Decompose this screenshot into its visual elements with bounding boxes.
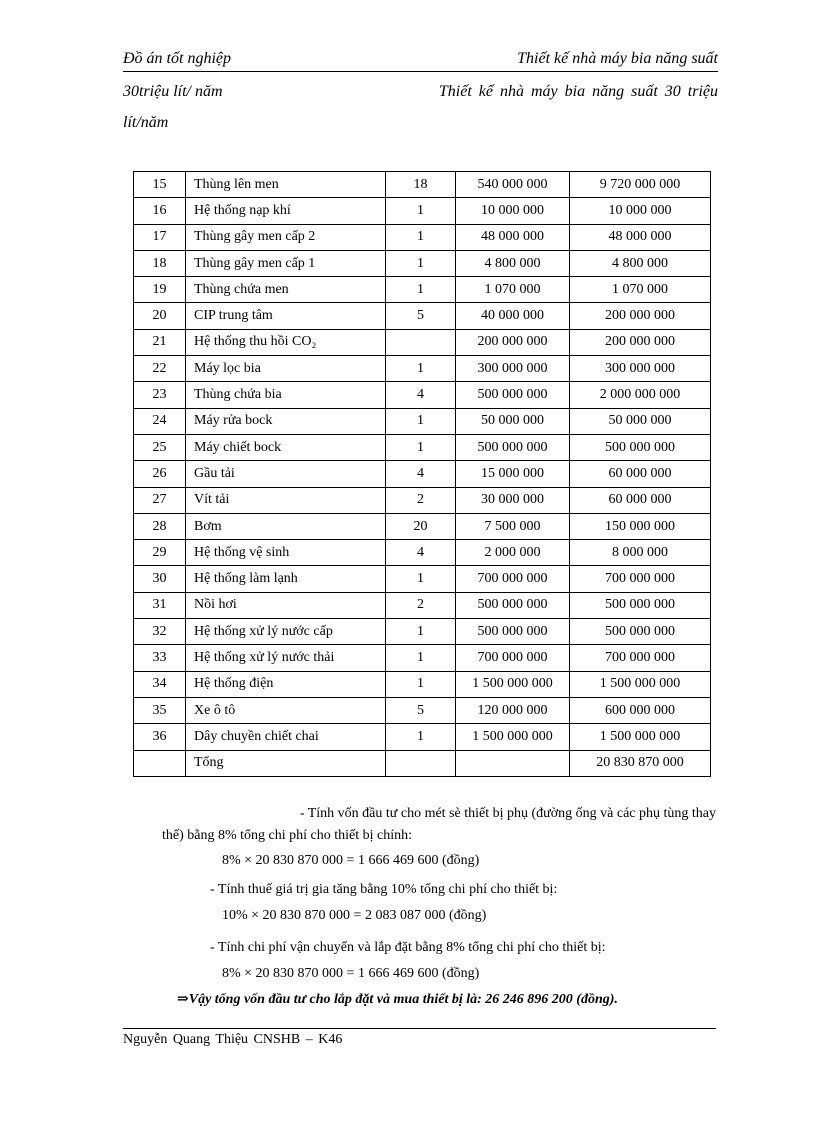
unit-price: 500 000 000 (456, 434, 570, 460)
paragraph-vat: - Tính thuế giá trị gia tăng bằng 10% tổng chi phí cho thiết bị: (210, 882, 558, 897)
row-number: 27 (134, 487, 186, 513)
unit-price: 500 000 000 (456, 619, 570, 645)
quantity: 1 (386, 724, 456, 750)
quantity (386, 329, 456, 355)
table-row (134, 434, 711, 460)
table-total-row (134, 750, 711, 776)
paragraph-accessory-cost-cont: thế) bằng 8% tổng chi phí cho thiết bị chính: (162, 828, 413, 843)
row-number: 21 (134, 329, 186, 355)
total-cost: 700 000 000 (570, 645, 711, 671)
equipment-name: Máy lọc bia (186, 356, 386, 382)
total-value: 20 830 870 000 (570, 750, 711, 776)
total-cost: 300 000 000 (570, 356, 711, 382)
row-number: 35 (134, 697, 186, 723)
unit-price: 7 500 000 (456, 513, 570, 539)
conclusion-text: Vậy tổng vốn đầu tư cho lắp đặt và mua thiết bị là: 26 246 896 200 (đồng). (188, 992, 618, 1007)
unit-price: 10 000 000 (456, 198, 570, 224)
table-row (134, 198, 711, 224)
unit-price: 4 800 000 (456, 250, 570, 276)
row-number: 28 (134, 513, 186, 539)
footer-author: Nguyễn Quang Thiệu CNSHB – K46 (123, 1032, 343, 1047)
table-row (134, 408, 711, 434)
row-number: 29 (134, 540, 186, 566)
quantity: 1 (386, 224, 456, 250)
unit-price: 700 000 000 (456, 645, 570, 671)
row-number: 34 (134, 671, 186, 697)
unit-price: 30 000 000 (456, 487, 570, 513)
unit-price: 300 000 000 (456, 356, 570, 382)
quantity: 2 (386, 592, 456, 618)
row-number: 32 (134, 619, 186, 645)
quantity: 2 (386, 487, 456, 513)
header-right: Thiết kế nhà máy bia năng suất (517, 50, 718, 67)
total-cost: 9 720 000 000 (570, 172, 711, 198)
quantity: 1 (386, 671, 456, 697)
unit-price: 500 000 000 (456, 382, 570, 408)
unit-price: 200 000 000 (456, 329, 570, 355)
equipment-name: Thùng gây men cấp 1 (186, 250, 386, 276)
total-label: Tổng (186, 750, 386, 776)
quantity (386, 750, 456, 776)
footer-divider (123, 1028, 716, 1029)
total-cost: 200 000 000 (570, 303, 711, 329)
row-number: 24 (134, 408, 186, 434)
table-row (134, 487, 711, 513)
table-row (134, 356, 711, 382)
row-number: 33 (134, 645, 186, 671)
total-cost: 60 000 000 (570, 487, 711, 513)
total-cost: 200 000 000 (570, 329, 711, 355)
quantity: 4 (386, 461, 456, 487)
unit-price: 15 000 000 (456, 461, 570, 487)
quantity: 1 (386, 566, 456, 592)
total-cost: 1 500 000 000 (570, 724, 711, 750)
paragraph-accessory-cost: - Tính vốn đầu tư cho mét sè thiết bị phụ (đường ống và các phụ tùng thay (299, 806, 716, 821)
table-row (134, 724, 711, 750)
formula-transport: 8% × 20 830 870 000 = 1 666 469 600 (đồng) (222, 966, 480, 981)
total-cost: 48 000 000 (570, 224, 711, 250)
unit-price: 1 500 000 000 (456, 671, 570, 697)
table-row (134, 619, 711, 645)
total-cost: 1 070 000 (570, 277, 711, 303)
equipment-name: Máy rửa bock (186, 408, 386, 434)
equipment-name: Hệ thống xử lý nước cấp (186, 619, 386, 645)
row-number: 16 (134, 198, 186, 224)
unit-price: 48 000 000 (456, 224, 570, 250)
quantity: 4 (386, 382, 456, 408)
equipment-name: Gầu tải (186, 461, 386, 487)
table-row (134, 329, 711, 355)
table-row (134, 671, 711, 697)
total-cost: 1 500 000 000 (570, 671, 711, 697)
equipment-name: CIP trung tâm (186, 303, 386, 329)
total-cost: 2 000 000 000 (570, 382, 711, 408)
quantity: 1 (386, 645, 456, 671)
row-number: 19 (134, 277, 186, 303)
total-cost: 8 000 000 (570, 540, 711, 566)
row-number: 23 (134, 382, 186, 408)
row-number: 31 (134, 592, 186, 618)
table-row (134, 645, 711, 671)
table-row (134, 303, 711, 329)
header-left: Đồ án tốt nghiệp (123, 50, 231, 67)
table-row (134, 250, 711, 276)
quantity: 1 (386, 198, 456, 224)
total-cost: 500 000 000 (570, 592, 711, 618)
table-row (134, 224, 711, 250)
formula-accessory: 8% × 20 830 870 000 = 1 666 469 600 (đồng) (222, 853, 480, 868)
equipment-table (133, 171, 711, 777)
total-cost: 60 000 000 (570, 461, 711, 487)
equipment-name: Hệ thống làm lạnh (186, 566, 386, 592)
equipment-name: Thùng chứa men (186, 277, 386, 303)
equipment-name: Hệ thống nạp khí (186, 198, 386, 224)
equipment-name: Hệ thống vệ sinh (186, 540, 386, 566)
total-cost: 10 000 000 (570, 198, 711, 224)
equipment-name: Thùng chứa bia (186, 382, 386, 408)
quantity: 5 (386, 697, 456, 723)
row-number: 22 (134, 356, 186, 382)
equipment-name: Máy chiết bock (186, 434, 386, 460)
table-row (134, 697, 711, 723)
equipment-name: Thùng gây men cấp 2 (186, 224, 386, 250)
total-cost: 500 000 000 (570, 434, 711, 460)
table-row (134, 540, 711, 566)
quantity: 18 (386, 172, 456, 198)
equipment-name: Nồi hơi (186, 592, 386, 618)
equipment-name: Hệ thống điện (186, 671, 386, 697)
equipment-name: Xe ô tô (186, 697, 386, 723)
quantity: 4 (386, 540, 456, 566)
paragraph-transport: - Tính chi phí vận chuyển và lắp đặt bằng 8% tổng chi phí cho thiết bị: (210, 940, 606, 955)
header-sub-left: 30triệu lít/ năm (123, 83, 223, 100)
equipment-name: Hệ thống xử lý nước thải (186, 645, 386, 671)
header-sub-right: Thiết kế nhà máy bia năng suất 30 triệu (438, 83, 718, 100)
unit-price: 1 500 000 000 (456, 724, 570, 750)
row-number: 20 (134, 303, 186, 329)
header-sub-wrap: lít/năm (123, 114, 169, 131)
equipment-name: Vít tải (186, 487, 386, 513)
table-row (134, 592, 711, 618)
conclusion (177, 991, 618, 1008)
table-row (134, 461, 711, 487)
row-number: 17 (134, 224, 186, 250)
total-cost: 50 000 000 (570, 408, 711, 434)
quantity: 5 (386, 303, 456, 329)
quantity: 1 (386, 619, 456, 645)
implies-arrow-icon: ⇒ (177, 992, 189, 1007)
equipment-name: Dây chuyền chiết chai (186, 724, 386, 750)
total-cost: 700 000 000 (570, 566, 711, 592)
quantity: 1 (386, 434, 456, 460)
total-cost: 4 800 000 (570, 250, 711, 276)
row-number: 26 (134, 461, 186, 487)
table-row (134, 172, 711, 198)
unit-price: 700 000 000 (456, 566, 570, 592)
unit-price: 40 000 000 (456, 303, 570, 329)
row-number: 36 (134, 724, 186, 750)
quantity: 1 (386, 356, 456, 382)
header-divider (123, 71, 718, 72)
unit-price: 500 000 000 (456, 592, 570, 618)
row-number: 15 (134, 172, 186, 198)
unit-price (456, 750, 570, 776)
equipment-name: Bơm (186, 513, 386, 539)
unit-price: 50 000 000 (456, 408, 570, 434)
table-row (134, 277, 711, 303)
unit-price: 540 000 000 (456, 172, 570, 198)
total-cost: 150 000 000 (570, 513, 711, 539)
quantity: 1 (386, 277, 456, 303)
quantity: 1 (386, 408, 456, 434)
unit-price: 120 000 000 (456, 697, 570, 723)
row-number (134, 750, 186, 776)
unit-price: 1 070 000 (456, 277, 570, 303)
equipment-name: Hệ thống thu hồi CO₂ (186, 329, 386, 355)
equipment-name: Thùng lên men (186, 172, 386, 198)
unit-price: 2 000 000 (456, 540, 570, 566)
row-number: 25 (134, 434, 186, 460)
formula-vat: 10% × 20 830 870 000 = 2 083 087 000 (đồng) (222, 908, 487, 923)
quantity: 1 (386, 250, 456, 276)
total-cost: 500 000 000 (570, 619, 711, 645)
row-number: 30 (134, 566, 186, 592)
table-row (134, 513, 711, 539)
quantity: 20 (386, 513, 456, 539)
total-cost: 600 000 000 (570, 697, 711, 723)
table-row (134, 382, 711, 408)
row-number: 18 (134, 250, 186, 276)
table-row (134, 566, 711, 592)
